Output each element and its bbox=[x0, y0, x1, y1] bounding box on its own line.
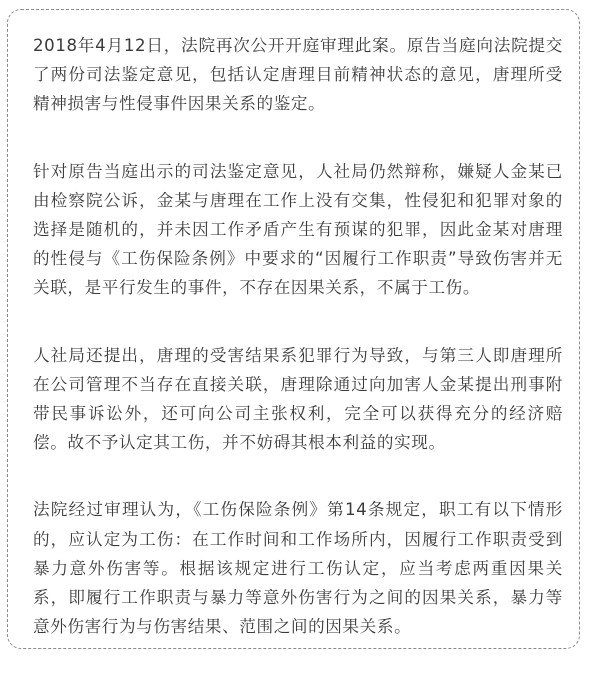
paragraph-retrial: 2018年4月12日，法院再次公开开庭审理此案。原告当庭向法院提交了两份司法鉴定意见，包括认定唐理目前精神状态的意见，唐理所受精神损害与性侵事件因果关系的鉴定。 bbox=[33, 36, 563, 114]
paragraph-bureau-argument: 人社局还提出，唐理的受害结果系犯罪行为导致，与第三人即唐理所在公司管理不当存在直接关联，唐理除通过向加害人金某提出刑事附带民事诉讼外，还可向公司主张权利，完全可以获得充分的经济赔偿。故不予认定其工伤，并不妨碍其根本利益的实现。 bbox=[33, 345, 563, 453]
paragraph-court-finding: 法院经过审理认为，《工伤保险条例》第14条规定，职工有以下情形的，应认定为工伤：在工作时间和工作场所内，因履行工作职责受到暴力意外伤害等。根据该规定进行工伤认定，应当考虑两重因果关系，即履行工作职责与暴力等意外伤害行为之间的因果关系，暴力等意外伤害行为与伤害结果、范围之间的因果关系。 bbox=[33, 500, 563, 637]
paragraph-bureau-defense: 针对原告当庭出示的司法鉴定意见，人社局仍然辩称，嫌疑人金某已由检察院公诉，金某与唐理在工作上没有交集，性侵犯和犯罪对象的选择是随机的，并未因工作矛盾产生有预谋的犯罪，因此金某对唐理的性侵与《工伤保险条例》中要求的“因履行工作职责”导致伤害并无关联，是平行发生的事件，不存在因果关系，不属于工伤。 bbox=[33, 161, 563, 298]
article-body bbox=[33, 31, 563, 679]
